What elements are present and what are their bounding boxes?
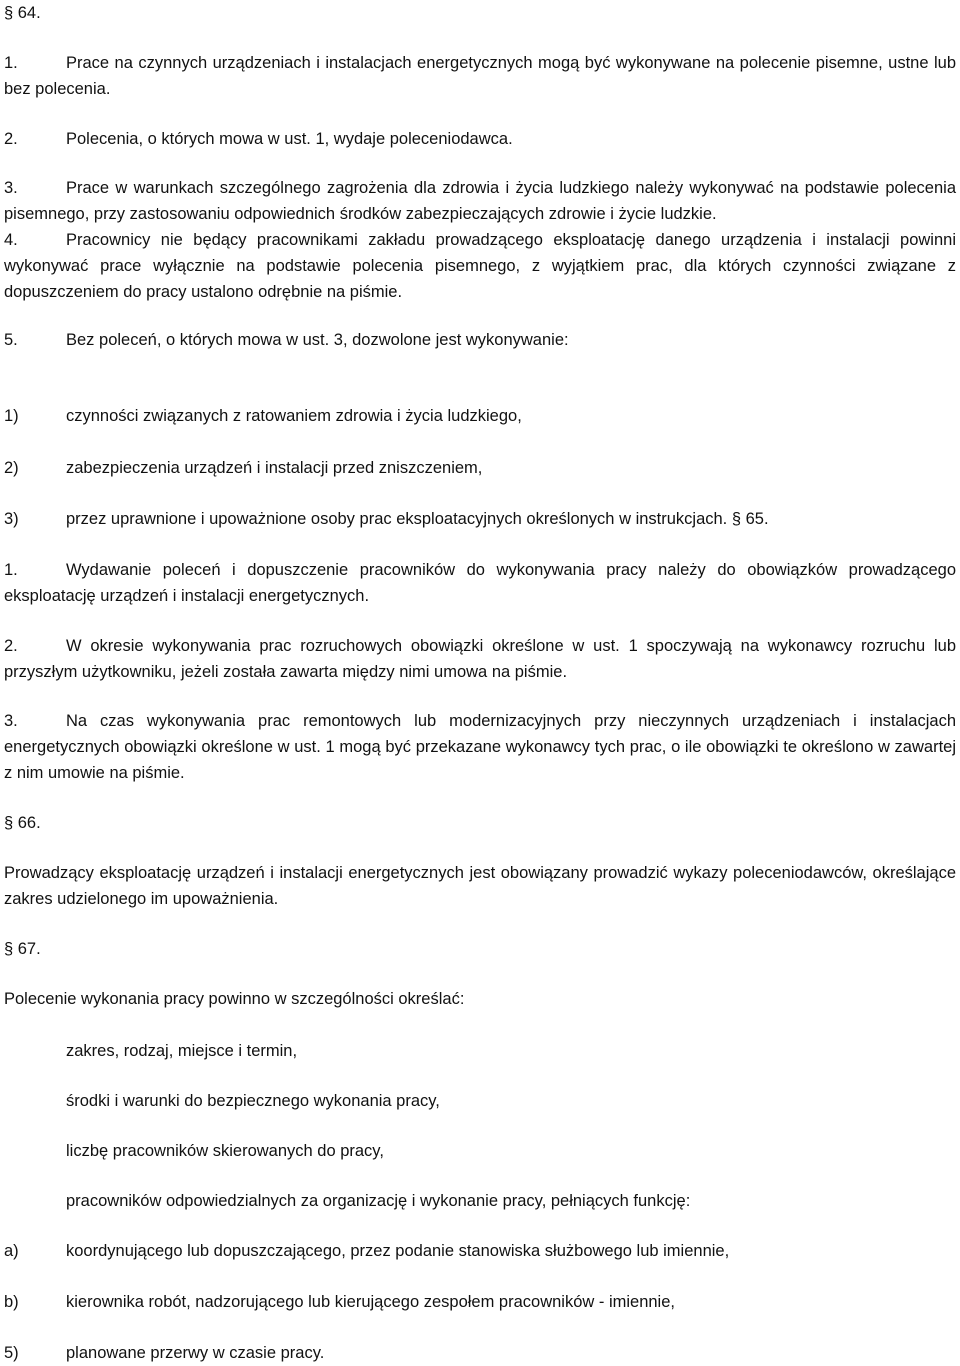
paragraph-67-intro: Polecenie wykonania pracy powinno w szczególności określać: [4,990,465,1008]
item-number: 2. [4,637,18,655]
item-number: b) [4,1293,19,1311]
item-number: 2) [4,459,19,477]
item-number: 3. [4,712,18,730]
item-number: 3) [4,510,19,528]
item-number: 1. [4,561,18,579]
list-item-67-a [4,1238,956,1264]
item-number: 5) [4,1344,19,1362]
paragraph-64-3 [4,175,956,227]
list-item-64-2 [4,455,956,481]
item-number: 1. [4,54,18,72]
item-text: kierownika robót, nadzorującego lub kierującego zespołem pracowników - imiennie, [66,1293,675,1311]
item-number: a) [4,1242,19,1260]
item-text: W okresie wykonywania prac rozruchowych obowiązki określone w ust. 1 spoczywają na wykonawcy rozruchu lub przyszłym użytkowniku, jeżeli została zawarta między nimi umowa na piśmie. [4,637,956,681]
section-heading-64: § 64. [4,4,41,22]
item-text: koordynującego lub dopuszczającego, przez podanie stanowiska służbowego lub imiennie, [66,1242,730,1260]
paragraph-65-2 [4,633,956,685]
list-item-67-3: liczbę pracowników skierowanych do pracy, [66,1142,384,1160]
item-text: Prace w warunkach szczególnego zagrożenia dla zdrowia i życia ludzkiego należy wykonywać na podstawie polecenia pisemnego, przy zastosowaniu odpowiednich środków zabezpieczających zdrowie i życie ludzkie. [4,179,956,223]
item-text: Bez poleceń, o których mowa w ust. 3, dozwolone jest wykonywanie: [66,331,569,349]
paragraph-66: Prowadzący eksploatację urządzeń i instalacji energetycznych jest obowiązany prowadzić wykazy poleceniodawców, określające zakres udzielonego im upoważnienia. [4,864,956,908]
section-heading-67: § 67. [4,940,41,958]
list-item-64-3 [4,506,956,532]
item-text: przez uprawnione i upoważnione osoby prac eksploatacyjnych określonych w instrukcjach. § 65. [66,510,769,528]
list-item-64-1 [4,403,956,429]
paragraph-65-1 [4,557,956,609]
list-item-67-5 [4,1340,956,1366]
item-text: Prace na czynnych urządzeniach i instalacjach energetycznych mogą być wykonywane na polecenie pisemne, ustne lub bez polecenia. [4,54,956,98]
paragraph-64-1 [4,50,956,102]
list-item-67-b [4,1289,956,1315]
item-text: Wydawanie poleceń i dopuszczenie pracowników do wykonywania pracy należy do obowiązków prowadzącego eksploatację urządzeń i instalacji energetycznych. [4,561,956,605]
item-number: 2. [4,130,18,148]
item-text: zabezpieczenia urządzeń i instalacji przed zniszczeniem, [66,459,483,477]
item-number: 4. [4,231,18,249]
item-text: planowane przerwy w czasie pracy. [66,1344,325,1362]
item-text: Polecenia, o których mowa w ust. 1, wydaje poleceniodawca. [66,130,513,148]
item-number: 5. [4,331,18,349]
section-heading-66: § 66. [4,814,41,832]
item-text: czynności związanych z ratowaniem zdrowia i życia ludzkiego, [66,407,522,425]
paragraph-64-4 [4,227,956,305]
paragraph-64-2 [4,126,956,152]
item-number: 1) [4,407,19,425]
item-text: Pracownicy nie będący pracownikami zakładu prowadzącego eksploatację danego urządzenia i instalacji powinni wykonywać prace wyłącznie na podstawie polecenia pisemnego, z wyjątkiem prac, dla których czynności związane z dopuszczeniem do pracy ustalono odrębnie na piśmie. [4,231,956,301]
item-number: 3. [4,179,18,197]
list-item-67-2: środki i warunki do bezpiecznego wykonania pracy, [66,1092,440,1110]
item-text: Na czas wykonywania prac remontowych lub modernizacyjnych przy nieczynnych urządzeniach i instalacjach energetycznych obowiązki określone w ust. 1 mogą być przekazane wykonawcy tych prac, o ile obowiązki te określono w zawartej z nim umowie na piśmie. [4,712,956,782]
list-item-67-1: zakres, rodzaj, miejsce i termin, [66,1042,298,1060]
paragraph-65-3 [4,708,956,786]
list-item-67-4: pracowników odpowiedzialnych za organizację i wykonanie pracy, pełniących funkcję: [66,1192,691,1210]
paragraph-64-5 [4,327,956,353]
